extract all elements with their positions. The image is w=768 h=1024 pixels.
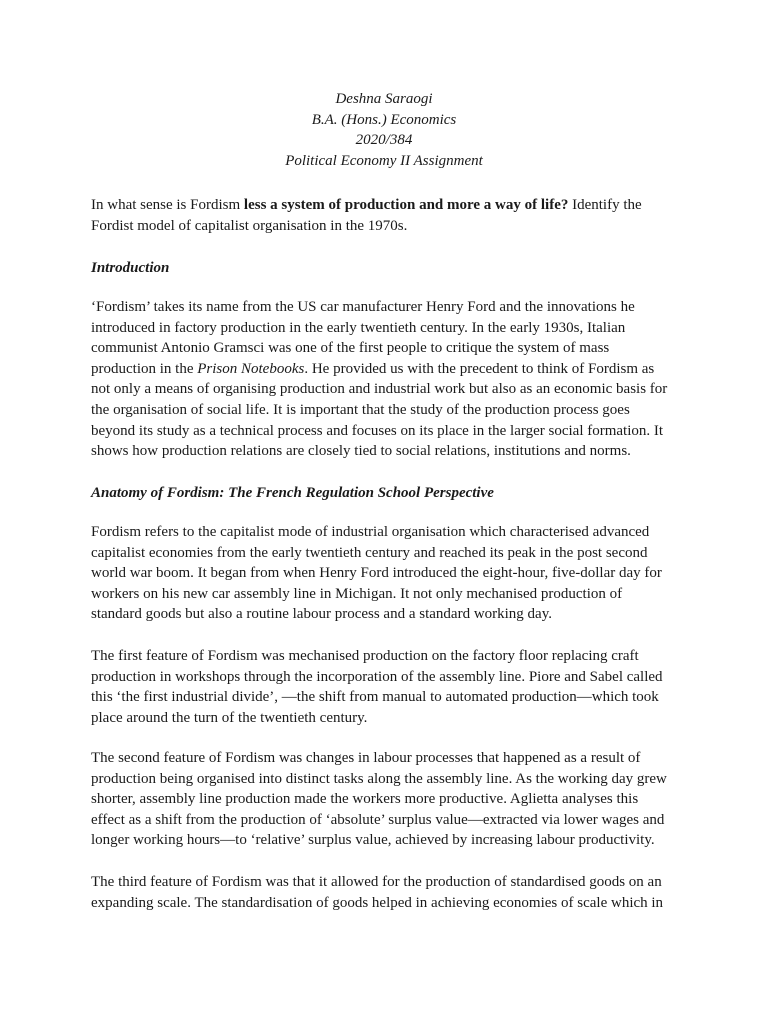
course-title: Political Economy II Assignment [285,152,483,169]
question-emphasis: less a system of production and more a way of life? [243,197,569,213]
paragraph-line: expanding scale. The standardisation of goods helped in achieving economies of scale which in [91,894,664,911]
paragraph-line: longer working hours—to ‘relative’ surplus value, achieved by increasing labour productivity. [91,832,655,849]
paragraph-line: effect as a shift from the production of ‘absolute’ surplus value—extracted via lower wages and [91,811,665,828]
title-block [0,89,768,171]
paragraph-line: The third feature of Fordism was that it allowed for the production of standardised goods on an [91,874,662,890]
section-heading-anatomy: Anatomy of Fordism: The French Regulation School Perspective [91,485,494,501]
author-name: Deshna Saraogi [335,91,433,107]
paragraph-line: production in workshops through the incorporation of the assembly line. Piore and Sabel called [91,668,663,685]
paragraph-line: workers on his new car assembly line in Michigan. It not only mechanised production of [91,585,623,602]
anatomy-paragraph-1 [91,522,681,625]
paragraph-line: standard goods but also a routine labour process and a standard working day. [91,606,552,623]
paragraph-line: not only a means of organising production and industrial work but also as an economic basis for [91,381,668,398]
paragraph-line: shows how production relations are closely tied to social relations, institutions and norms. [91,443,631,460]
paragraph-line: The second feature of Fordism was changes in labour processes that happened as a result of [91,750,641,766]
degree-line: B.A. (Hons.) Economics [311,111,457,128]
anatomy-paragraph-2 [91,646,681,728]
paragraph-line: this ‘the first industrial divide’, —the shift from manual to automated production—which took [91,689,659,706]
question-line: In what sense is Fordism less a system of production and more a way of life? Identify the [91,197,642,213]
paragraph-line: production in the Prison Notebooks. He provided us with the precedent to think of Fordism as [91,360,655,377]
paragraph-line: place around the turn of the twentieth century. [91,709,368,726]
book-title: Prison Notebooks [197,360,305,377]
paragraph-line: Fordism refers to the capitalist mode of industrial organisation which characterised advanced [91,524,650,540]
roll-number: 2020/384 [355,132,413,148]
paragraph-line: the organisation of social life. It is important that the study of the production process goes [91,401,630,418]
section-heading-introduction: Introduction [91,260,170,276]
question-line: Fordist model of capitalist organisation in the 1970s. [91,217,408,234]
paragraph-line: shorter, assembly line production made the workers more productive. Aglietta analyses this [91,791,639,808]
paragraph-line: communist Antonio Gramsci was one of the first people to critique the system of mass [91,340,610,357]
anatomy-paragraph-4 [91,872,681,913]
paragraph-line: ‘Fordism’ takes its name from the US car manufacturer Henry Ford and the innovations he [91,299,635,315]
anatomy-paragraph-3 [91,748,681,851]
question-paragraph [91,195,681,236]
introduction-paragraph [91,297,681,462]
paragraph-line: production being organised into distinct tasks along the assembly line. As the working day grew [91,770,667,787]
paragraph-line: The first feature of Fordism was mechanised production on the factory floor replacing craft [91,648,639,664]
paragraph-line: capitalist economies from the early twentieth century and reached its peak in the post second [91,544,648,561]
paragraph-line: beyond its study as a technical process and focuses on its place in the larger social formation. It [91,422,664,439]
paragraph-line: introduced in factory production in the early twentieth century. In the early 1930s, Italian [91,319,626,336]
paragraph-line: world war boom. It began from when Henry Ford introduced the eight-hour, five-dollar day for [91,565,662,582]
